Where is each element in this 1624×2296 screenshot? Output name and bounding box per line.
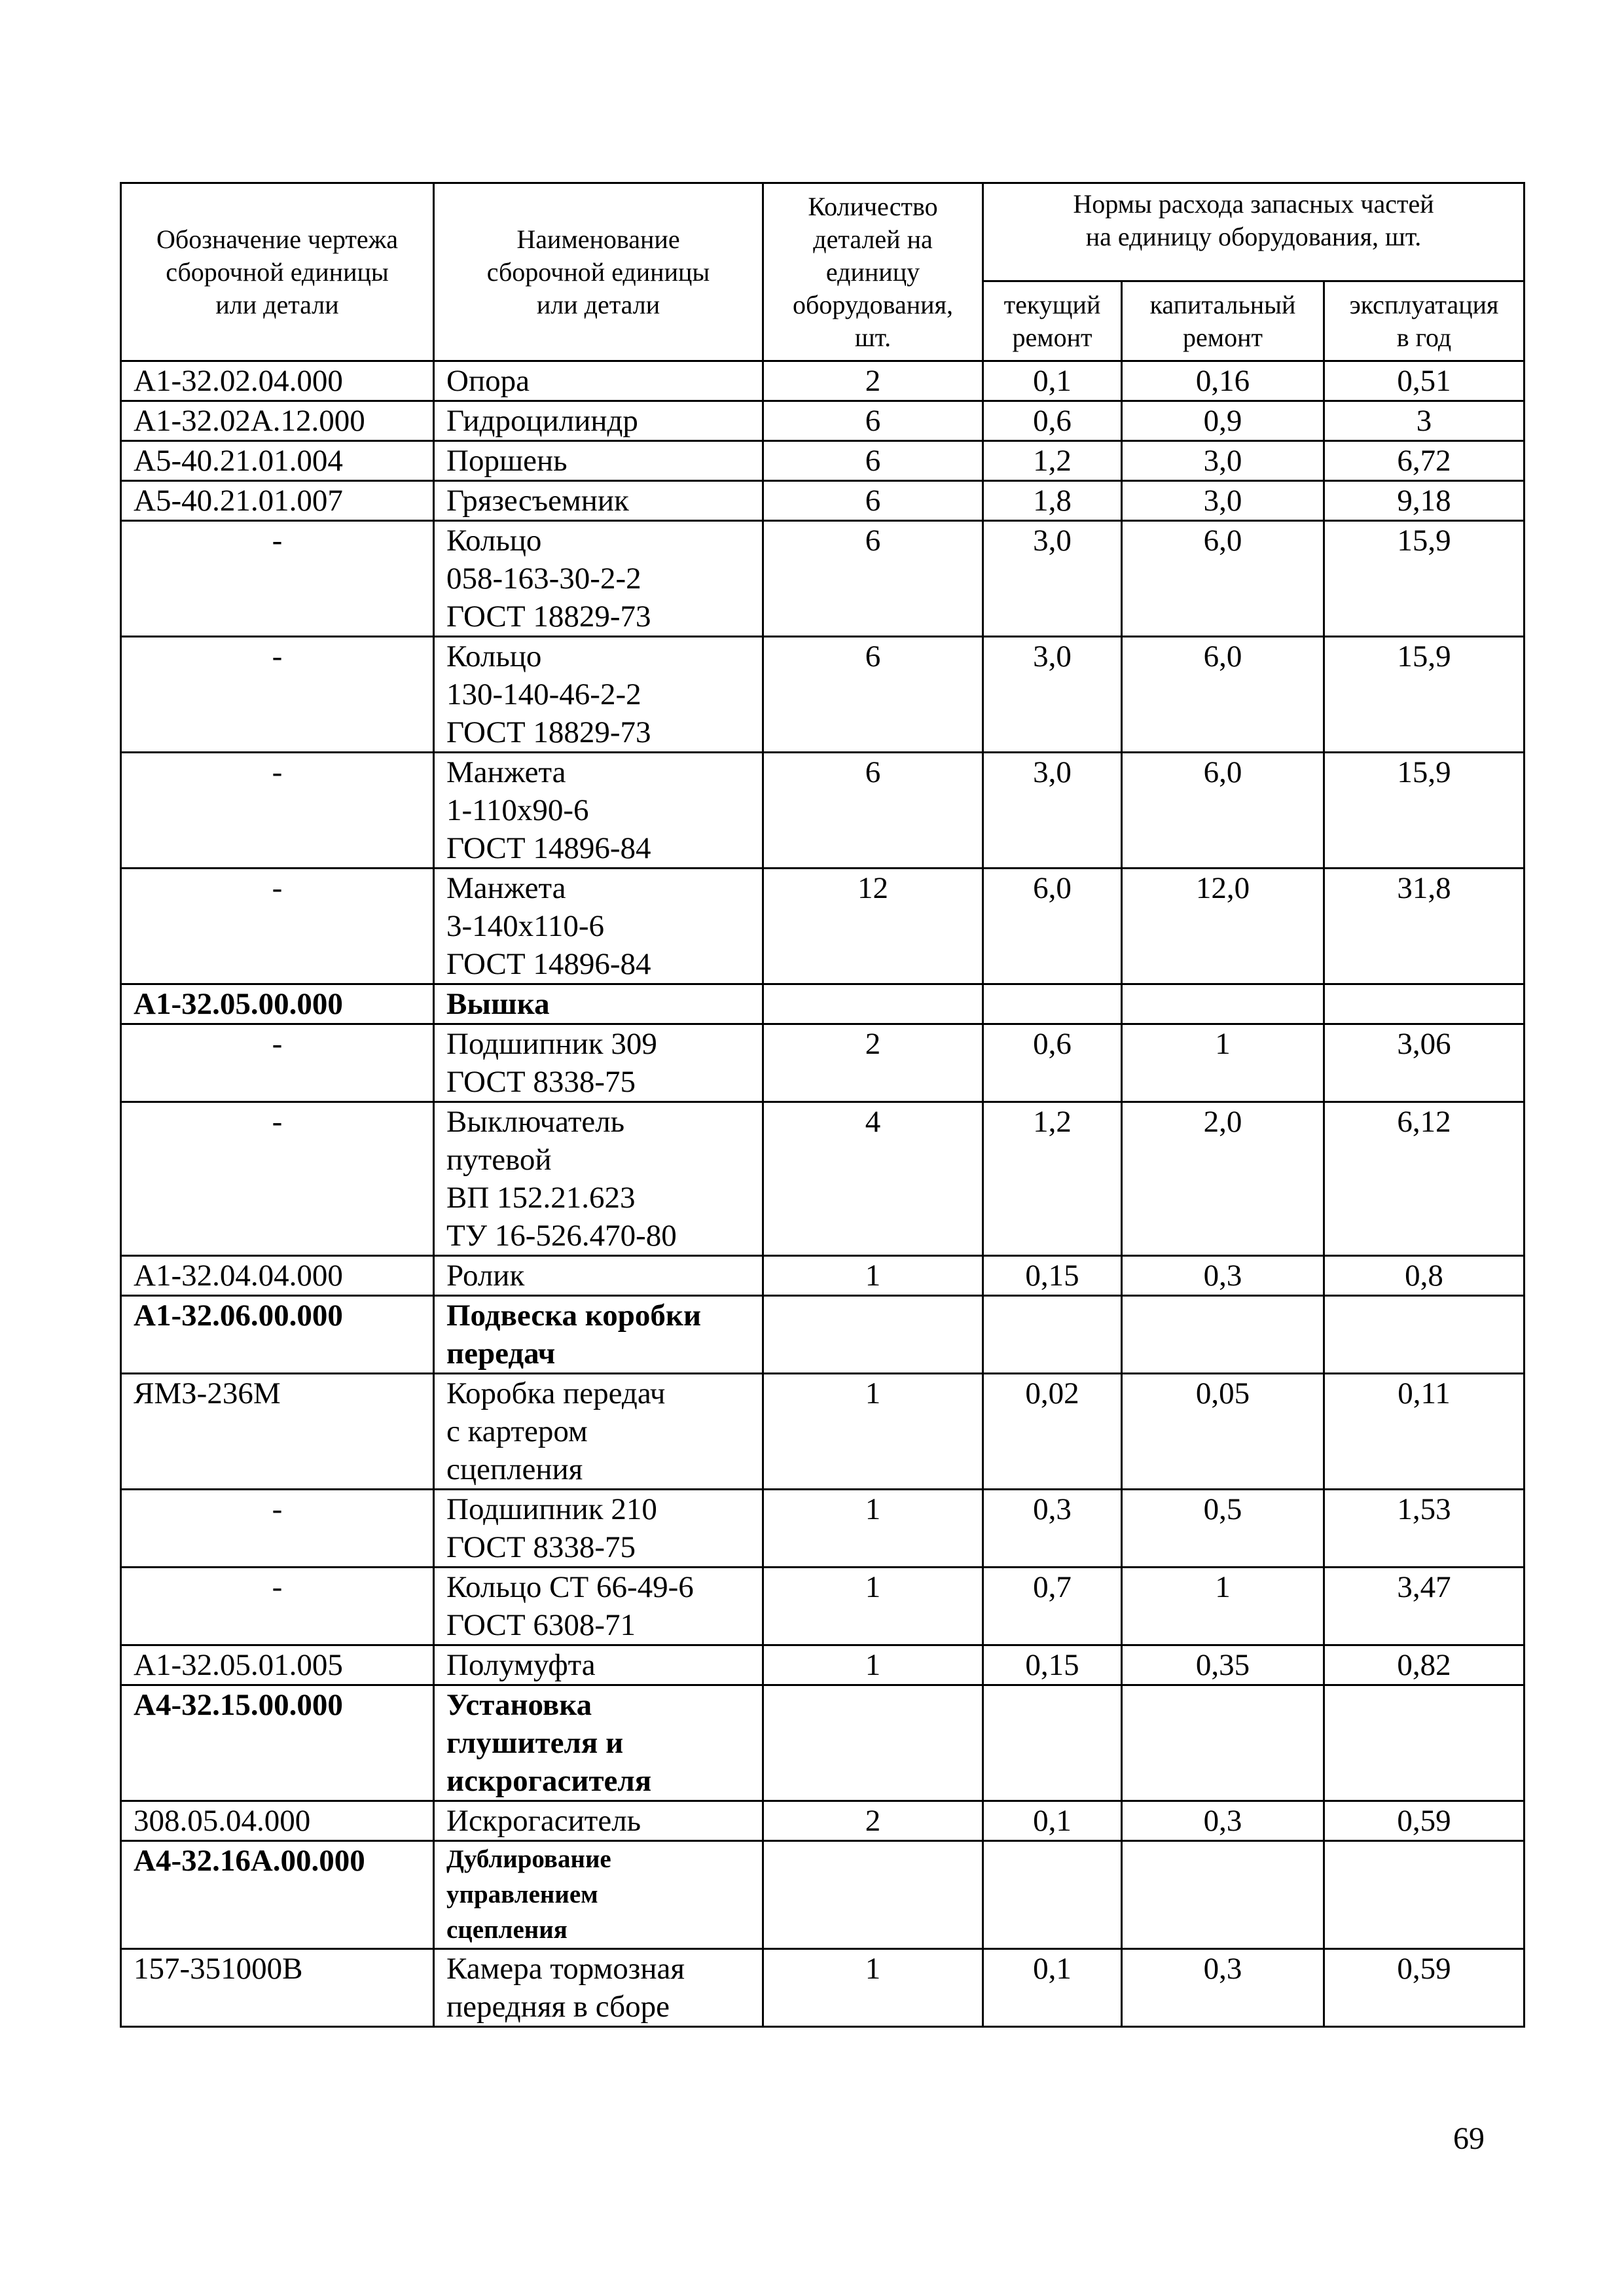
annual-operation-cell: 9,18 [1324,481,1525,521]
quantity-cell: 1 [763,1645,983,1685]
current-repair-cell: 0,6 [983,401,1122,441]
table-row [121,753,1525,869]
capital-repair-cell: 1 [1122,1024,1324,1102]
current-repair-cell [983,1841,1122,1949]
annual-operation-cell: 31,8 [1324,869,1525,984]
quantity-cell [763,1296,983,1374]
unit-name-cell: Искрогаситель [434,1801,763,1841]
table-row [121,1801,1525,1841]
capital-repair-cell: 0,16 [1122,361,1324,401]
table-row [121,1296,1525,1374]
drawing-code-cell: А5-40.21.01.004 [121,441,434,481]
current-repair-cell: 3,0 [983,521,1122,637]
table-row [121,1685,1525,1801]
capital-repair-cell: 12,0 [1122,869,1324,984]
quantity-cell: 6 [763,481,983,521]
drawing-code-cell: - [121,521,434,637]
unit-name-cell: Подшипник 309 ГОСТ 8338-75 [434,1024,763,1102]
quantity-cell: 1 [763,1374,983,1490]
capital-repair-cell [1122,1296,1324,1374]
quantity-cell: 1 [763,1490,983,1568]
capital-repair-cell: 1 [1122,1568,1324,1645]
annual-operation-cell [1324,1685,1525,1801]
table-row [121,1102,1525,1256]
capital-repair-cell: 0,35 [1122,1645,1324,1685]
unit-name-cell: Дублирование управлением сцепления [434,1841,763,1949]
annual-operation-cell [1324,984,1525,1024]
annual-operation-cell: 1,53 [1324,1490,1525,1568]
header-capital-repair: капитальный ремонт [1122,281,1324,361]
header-quantity: Количество деталей на единицу оборудования, шт. [763,183,983,361]
drawing-code-cell: ЯМЗ-236М [121,1374,434,1490]
table-row [121,401,1525,441]
quantity-cell [763,984,983,1024]
page-number: 69 [1453,2121,1485,2156]
header-consumption-norms: Нормы расхода запасных частей на единицу оборудования, шт. [983,183,1525,281]
table-row [121,361,1525,401]
unit-name-cell: Выключатель путевой ВП 152.21.623 ТУ 16-526.470-80 [434,1102,763,1256]
table-row [121,1490,1525,1568]
annual-operation-cell [1324,1296,1525,1374]
quantity-cell: 6 [763,637,983,753]
drawing-code-cell: - [121,1102,434,1256]
drawing-code-cell: - [121,1568,434,1645]
capital-repair-cell [1122,1685,1324,1801]
drawing-code-cell: - [121,753,434,869]
annual-operation-cell [1324,1841,1525,1949]
quantity-cell: 2 [763,361,983,401]
quantity-cell: 1 [763,1949,983,2027]
unit-name-cell: Грязесъемник [434,481,763,521]
capital-repair-cell: 6,0 [1122,753,1324,869]
drawing-code-cell: А4-32.15.00.000 [121,1685,434,1801]
current-repair-cell: 0,7 [983,1568,1122,1645]
capital-repair-cell: 0,3 [1122,1256,1324,1296]
drawing-code-cell: - [121,869,434,984]
capital-repair-cell: 2,0 [1122,1102,1324,1256]
current-repair-cell: 1,2 [983,1102,1122,1256]
annual-operation-cell: 15,9 [1324,753,1525,869]
quantity-cell: 1 [763,1568,983,1645]
unit-name-cell: Кольцо 130-140-46-2-2 ГОСТ 18829-73 [434,637,763,753]
drawing-code-cell: А1-32.02.04.000 [121,361,434,401]
quantity-cell: 2 [763,1024,983,1102]
table-row [121,521,1525,637]
capital-repair-cell: 6,0 [1122,521,1324,637]
drawing-code-cell: А1-32.02А.12.000 [121,401,434,441]
table-row [121,1949,1525,2027]
quantity-cell: 12 [763,869,983,984]
unit-name-cell: Установка глушителя и искрогасителя [434,1685,763,1801]
unit-name-cell: Гидроцилиндр [434,401,763,441]
table-row [121,1841,1525,1949]
annual-operation-cell: 15,9 [1324,521,1525,637]
capital-repair-cell: 0,05 [1122,1374,1324,1490]
table-row [121,481,1525,521]
table-row [121,869,1525,984]
annual-operation-cell: 6,12 [1324,1102,1525,1256]
capital-repair-cell: 6,0 [1122,637,1324,753]
table-body [121,361,1525,2027]
current-repair-cell: 0,02 [983,1374,1122,1490]
unit-name-cell: Подвеска коробки передач [434,1296,763,1374]
quantity-cell: 6 [763,753,983,869]
current-repair-cell: 0,3 [983,1490,1122,1568]
drawing-code-cell: - [121,637,434,753]
current-repair-cell: 6,0 [983,869,1122,984]
table-row [121,1568,1525,1645]
table-row [121,441,1525,481]
drawing-code-cell: А4-32.16А.00.000 [121,1841,434,1949]
unit-name-cell: Камера тормозная передняя в сборе [434,1949,763,2027]
unit-name-cell: Ролик [434,1256,763,1296]
unit-name-cell: Кольцо СТ 66-49-6 ГОСТ 6308-71 [434,1568,763,1645]
drawing-code-cell: А1-32.04.04.000 [121,1256,434,1296]
current-repair-cell: 0,15 [983,1645,1122,1685]
annual-operation-cell: 6,72 [1324,441,1525,481]
quantity-cell: 6 [763,441,983,481]
quantity-cell: 6 [763,401,983,441]
capital-repair-cell: 3,0 [1122,441,1324,481]
table-row [121,637,1525,753]
unit-name-cell: Манжета 1-110х90-6 ГОСТ 14896-84 [434,753,763,869]
header-current-repair: текущий ремонт [983,281,1122,361]
annual-operation-cell: 0,82 [1324,1645,1525,1685]
capital-repair-cell: 0,9 [1122,401,1324,441]
capital-repair-cell [1122,984,1324,1024]
capital-repair-cell [1122,1841,1324,1949]
capital-repair-cell: 0,3 [1122,1801,1324,1841]
current-repair-cell: 0,6 [983,1024,1122,1102]
header-unit-name: Наименование сборочной единицы или детали [434,183,763,361]
annual-operation-cell: 0,59 [1324,1949,1525,2027]
annual-operation-cell: 3,06 [1324,1024,1525,1102]
current-repair-cell: 0,1 [983,361,1122,401]
header-drawing-code: Обозначение чертежа сборочной единицы или детали [121,183,434,361]
annual-operation-cell: 15,9 [1324,637,1525,753]
header-annual-operation: эксплуатация в год [1324,281,1525,361]
drawing-code-cell: - [121,1024,434,1102]
unit-name-cell: Поршень [434,441,763,481]
quantity-cell [763,1685,983,1801]
drawing-code-cell: А1-32.05.00.000 [121,984,434,1024]
unit-name-cell: Коробка передач с картером сцепления [434,1374,763,1490]
drawing-code-cell: - [121,1490,434,1568]
table-row [121,1374,1525,1490]
current-repair-cell: 1,2 [983,441,1122,481]
quantity-cell: 2 [763,1801,983,1841]
annual-operation-cell: 0,51 [1324,361,1525,401]
unit-name-cell: Манжета 3-140х110-6 ГОСТ 14896-84 [434,869,763,984]
capital-repair-cell: 3,0 [1122,481,1324,521]
current-repair-cell: 0,1 [983,1801,1122,1841]
quantity-cell: 4 [763,1102,983,1256]
unit-name-cell: Вышка [434,984,763,1024]
current-repair-cell: 0,1 [983,1949,1122,2027]
current-repair-cell: 1,8 [983,481,1122,521]
quantity-cell: 1 [763,1256,983,1296]
current-repair-cell: 0,15 [983,1256,1122,1296]
annual-operation-cell: 0,59 [1324,1801,1525,1841]
current-repair-cell: 3,0 [983,637,1122,753]
unit-name-cell: Подшипник 210 ГОСТ 8338-75 [434,1490,763,1568]
quantity-cell [763,1841,983,1949]
drawing-code-cell: 157-351000В [121,1949,434,2027]
annual-operation-cell: 3,47 [1324,1568,1525,1645]
capital-repair-cell: 0,3 [1122,1949,1324,2027]
spare-parts-norms-table [120,182,1525,2028]
table-row [121,1256,1525,1296]
current-repair-cell [983,984,1122,1024]
table-row [121,1645,1525,1685]
unit-name-cell: Полумуфта [434,1645,763,1685]
quantity-cell: 6 [763,521,983,637]
drawing-code-cell: А1-32.06.00.000 [121,1296,434,1374]
annual-operation-cell: 0,8 [1324,1256,1525,1296]
annual-operation-cell: 0,11 [1324,1374,1525,1490]
drawing-code-cell: А1-32.05.01.005 [121,1645,434,1685]
capital-repair-cell: 0,5 [1122,1490,1324,1568]
drawing-code-cell: А5-40.21.01.007 [121,481,434,521]
unit-name-cell: Кольцо 058-163-30-2-2 ГОСТ 18829-73 [434,521,763,637]
drawing-code-cell: 308.05.04.000 [121,1801,434,1841]
current-repair-cell [983,1296,1122,1374]
unit-name-cell: Опора [434,361,763,401]
current-repair-cell [983,1685,1122,1801]
table-row [121,1024,1525,1102]
annual-operation-cell: 3 [1324,401,1525,441]
current-repair-cell: 3,0 [983,753,1122,869]
table-row [121,984,1525,1024]
